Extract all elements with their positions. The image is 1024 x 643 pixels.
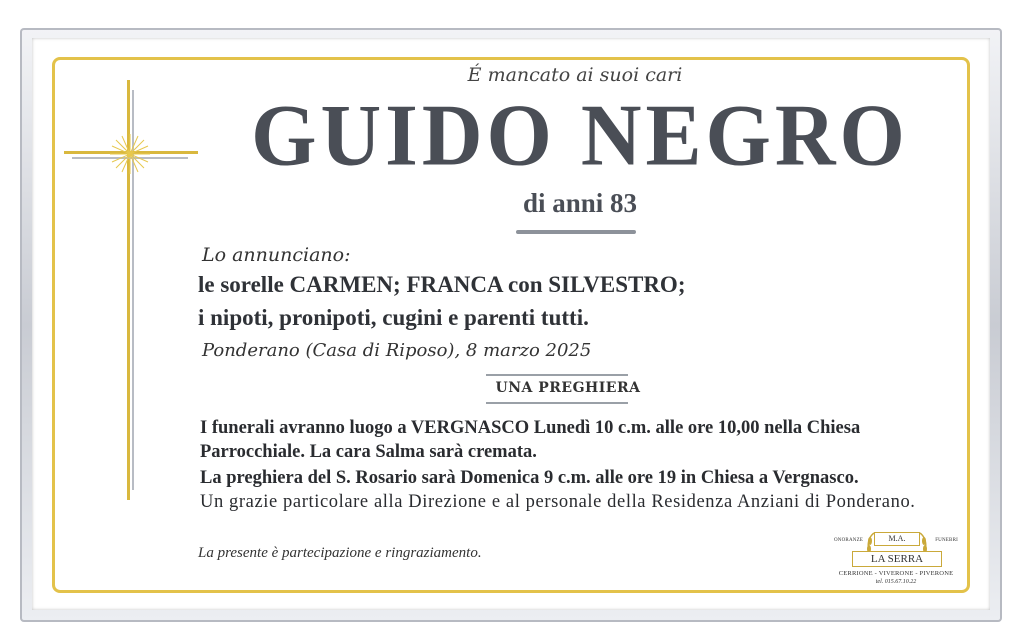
logo-phone: tel. 015.67.10.22 — [875, 579, 917, 585]
intro-line: É mancato ai suoi cari — [467, 64, 683, 86]
announce-label: Lo annunciano: — [202, 244, 351, 266]
place-date: Ponderano (Casa di Riposo), 8 marzo 2025 — [202, 340, 592, 361]
deceased-name: GUIDO NEGRO — [251, 86, 909, 185]
closing-line: La presente è partecipazione e ringraziamento. — [198, 545, 482, 561]
logo-towns: CERRIONE - VIVERONE - PIVERONE — [838, 570, 954, 577]
cross-icon — [64, 80, 198, 500]
logo-initials: M.A. — [874, 532, 920, 546]
relatives-line: le sorelle CARMEN; FRANCA con SILVESTRO; — [198, 272, 686, 297]
thanks-text: Un grazie particolare alla Direzione e al personale della Residenza Anziani di Ponderano. — [200, 492, 916, 512]
age-line: di anni 83 — [522, 188, 638, 218]
notice-body — [200, 416, 950, 512]
funeral-home-logo — [830, 528, 962, 592]
rosary-text: La preghiera del S. Rosario sarà Domenica 9 c.m. alle ore 19 in Chiesa a Vergnasco. — [200, 468, 859, 488]
funeral-text: I funerali avranno luogo a VERGNASCO Lunedì 10 c.m. alle ore 10,00 nella Chiesa Parrocchiale. La cara Salma sarà cremata. — [200, 418, 861, 462]
relatives-line: i nipoti, pronipoti, cugini e parenti tutti. — [198, 305, 589, 330]
relatives-block — [198, 268, 685, 334]
divider — [516, 230, 636, 234]
divider — [486, 402, 628, 404]
logo-right-label: FUNEBRI — [935, 538, 958, 543]
divider — [486, 374, 628, 376]
prayer-title: UNA PREGHIERA — [495, 380, 641, 396]
logo-name: LA SERRA — [852, 551, 942, 567]
logo-left-label: ONORANZE — [834, 538, 864, 543]
